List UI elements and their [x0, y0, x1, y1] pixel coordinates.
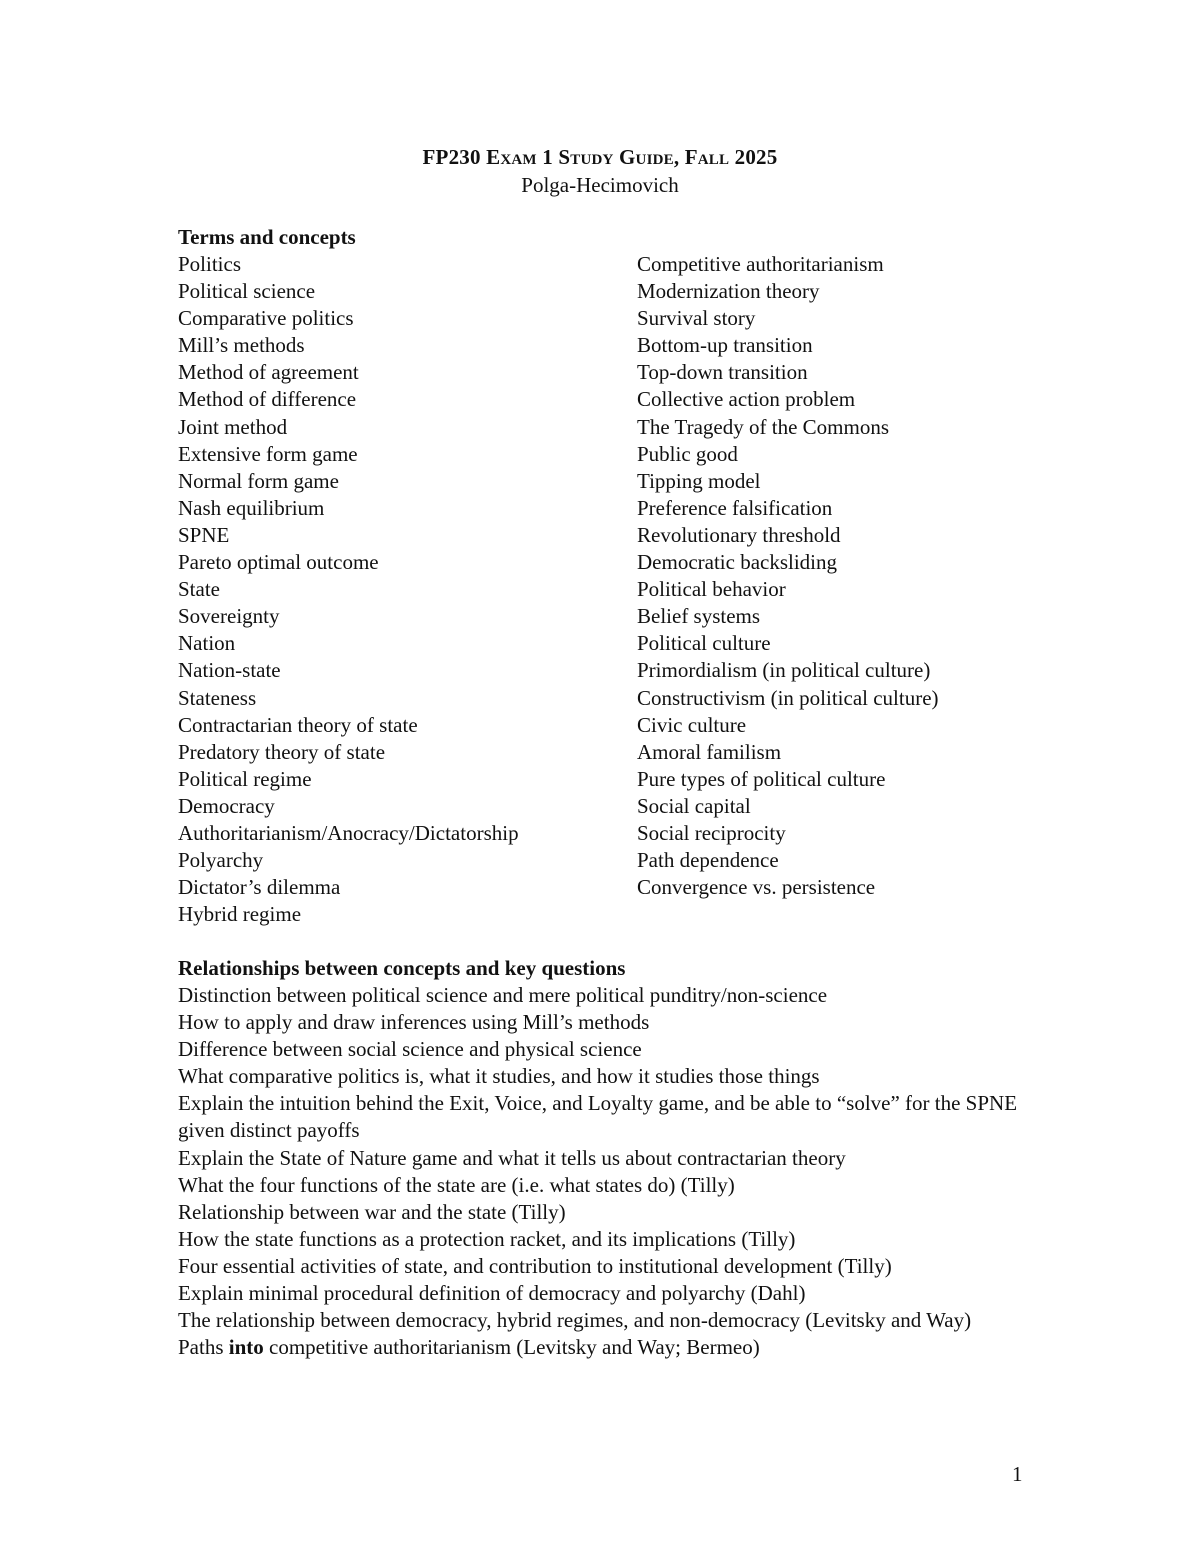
question-item: Explain the State of Nature game and what it tells us about contractarian theory	[178, 1145, 846, 1170]
term-item: Political regime	[178, 766, 312, 791]
term-item: Authoritarianism/Anocracy/Dictatorship	[178, 820, 519, 845]
term-item: Bottom-up transition	[637, 333, 813, 358]
term-item: Extensive form game	[178, 441, 358, 466]
term-item: Social capital	[637, 793, 751, 818]
term-item: Predatory theory of state	[178, 739, 386, 764]
paths-emphasis: into	[228, 1335, 264, 1360]
term-item: Collective action problem	[637, 387, 856, 412]
term-item: Tipping model	[637, 468, 761, 493]
question-item: Difference between social science and physical science	[178, 1037, 642, 1062]
term-item: Preference falsification	[637, 495, 833, 520]
term-item: Hybrid regime	[178, 902, 302, 927]
relationships-list	[178, 982, 1038, 1361]
term-item: Normal form game	[178, 468, 339, 493]
term-item: Political science	[178, 279, 316, 304]
question-item: What the four functions of the state are (i.e. what states do) (Tilly)	[178, 1172, 735, 1197]
question-item: Explain the intuition behind the Exit, Voice, and Loyalty game, and be able to “solve” for the SPNE given distinct payoffs	[178, 1091, 1018, 1143]
term-item: Social reciprocity	[637, 820, 786, 845]
document-title: FP230 Exam 1 Study Guide, Fall 2025	[422, 145, 778, 169]
term-item: Survival story	[637, 306, 756, 331]
terms-left-column	[178, 251, 519, 928]
term-item: Sovereignty	[178, 604, 280, 629]
question-item: The relationship between democracy, hybrid regimes, and non-democracy (Levitsky and Way)	[178, 1308, 972, 1333]
term-item: Pareto optimal outcome	[178, 550, 379, 575]
term-item: SPNE	[178, 522, 230, 547]
term-item: Public good	[637, 441, 738, 466]
relationships-heading: Relationships between concepts and key questions	[178, 956, 626, 980]
term-item: Nation	[178, 631, 236, 656]
term-item: Politics	[178, 252, 242, 276]
question-item: Distinction between political science and mere political punditry/non-science	[178, 983, 828, 1007]
term-item: Modernization theory	[637, 279, 820, 304]
question-item: How the state functions as a protection racket, and its implications (Tilly)	[178, 1226, 796, 1251]
term-item: Revolutionary threshold	[637, 522, 841, 547]
term-item: Path dependence	[637, 848, 779, 873]
term-item: Democratic backsliding	[637, 550, 838, 575]
term-item: Amoral familism	[637, 739, 782, 764]
term-item: Dictator’s dilemma	[178, 875, 341, 900]
terms-heading: Terms and concepts	[178, 225, 356, 249]
term-item: State	[178, 577, 220, 602]
term-item: Contractarian theory of state	[178, 712, 418, 737]
term-item: Mill’s methods	[178, 333, 305, 358]
term-item: Primordialism (in political culture)	[637, 658, 931, 683]
question-item: Relationship between war and the state (Tilly)	[178, 1199, 566, 1224]
term-item: The Tragedy of the Commons	[637, 414, 889, 439]
term-item: Nation-state	[178, 658, 281, 683]
term-item: Political culture	[637, 631, 771, 656]
term-item: Pure types of political culture	[637, 766, 886, 791]
term-item: Method of agreement	[178, 360, 359, 385]
term-item: Polyarchy	[178, 848, 264, 873]
term-item: Competitive authoritarianism	[637, 252, 884, 276]
term-item: Method of difference	[178, 387, 357, 412]
term-item: Convergence vs. persistence	[637, 875, 876, 900]
term-item: Stateness	[178, 685, 257, 710]
term-item: Civic culture	[637, 712, 747, 737]
paths-prefix: Paths	[178, 1335, 229, 1360]
term-item: Political behavior	[637, 577, 786, 602]
document-author: Polga-Hecimovich	[521, 173, 679, 197]
term-item: Belief systems	[637, 604, 761, 629]
question-item: How to apply and draw inferences using Mill’s methods	[178, 1010, 650, 1035]
page-number: 1	[1012, 1462, 1023, 1486]
question-item: Explain minimal procedural definition of democracy and polyarchy (Dahl)	[178, 1281, 806, 1306]
question-item-paths	[178, 1334, 1038, 1361]
question-item: What comparative politics is, what it studies, and how it studies those things	[178, 1064, 820, 1089]
term-item: Joint method	[178, 414, 288, 439]
paths-suffix: competitive authoritarianism (Levitsky and Way; Bermeo)	[263, 1335, 760, 1360]
terms-right-column	[637, 251, 939, 901]
question-item: Four essential activities of state, and contribution to institutional development (Tilly)	[178, 1253, 892, 1278]
term-item: Democracy	[178, 793, 275, 818]
term-item: Nash equilibrium	[178, 495, 325, 520]
term-item: Constructivism (in political culture)	[637, 685, 939, 710]
term-item: Top-down transition	[637, 360, 808, 385]
term-item: Comparative politics	[178, 306, 354, 331]
